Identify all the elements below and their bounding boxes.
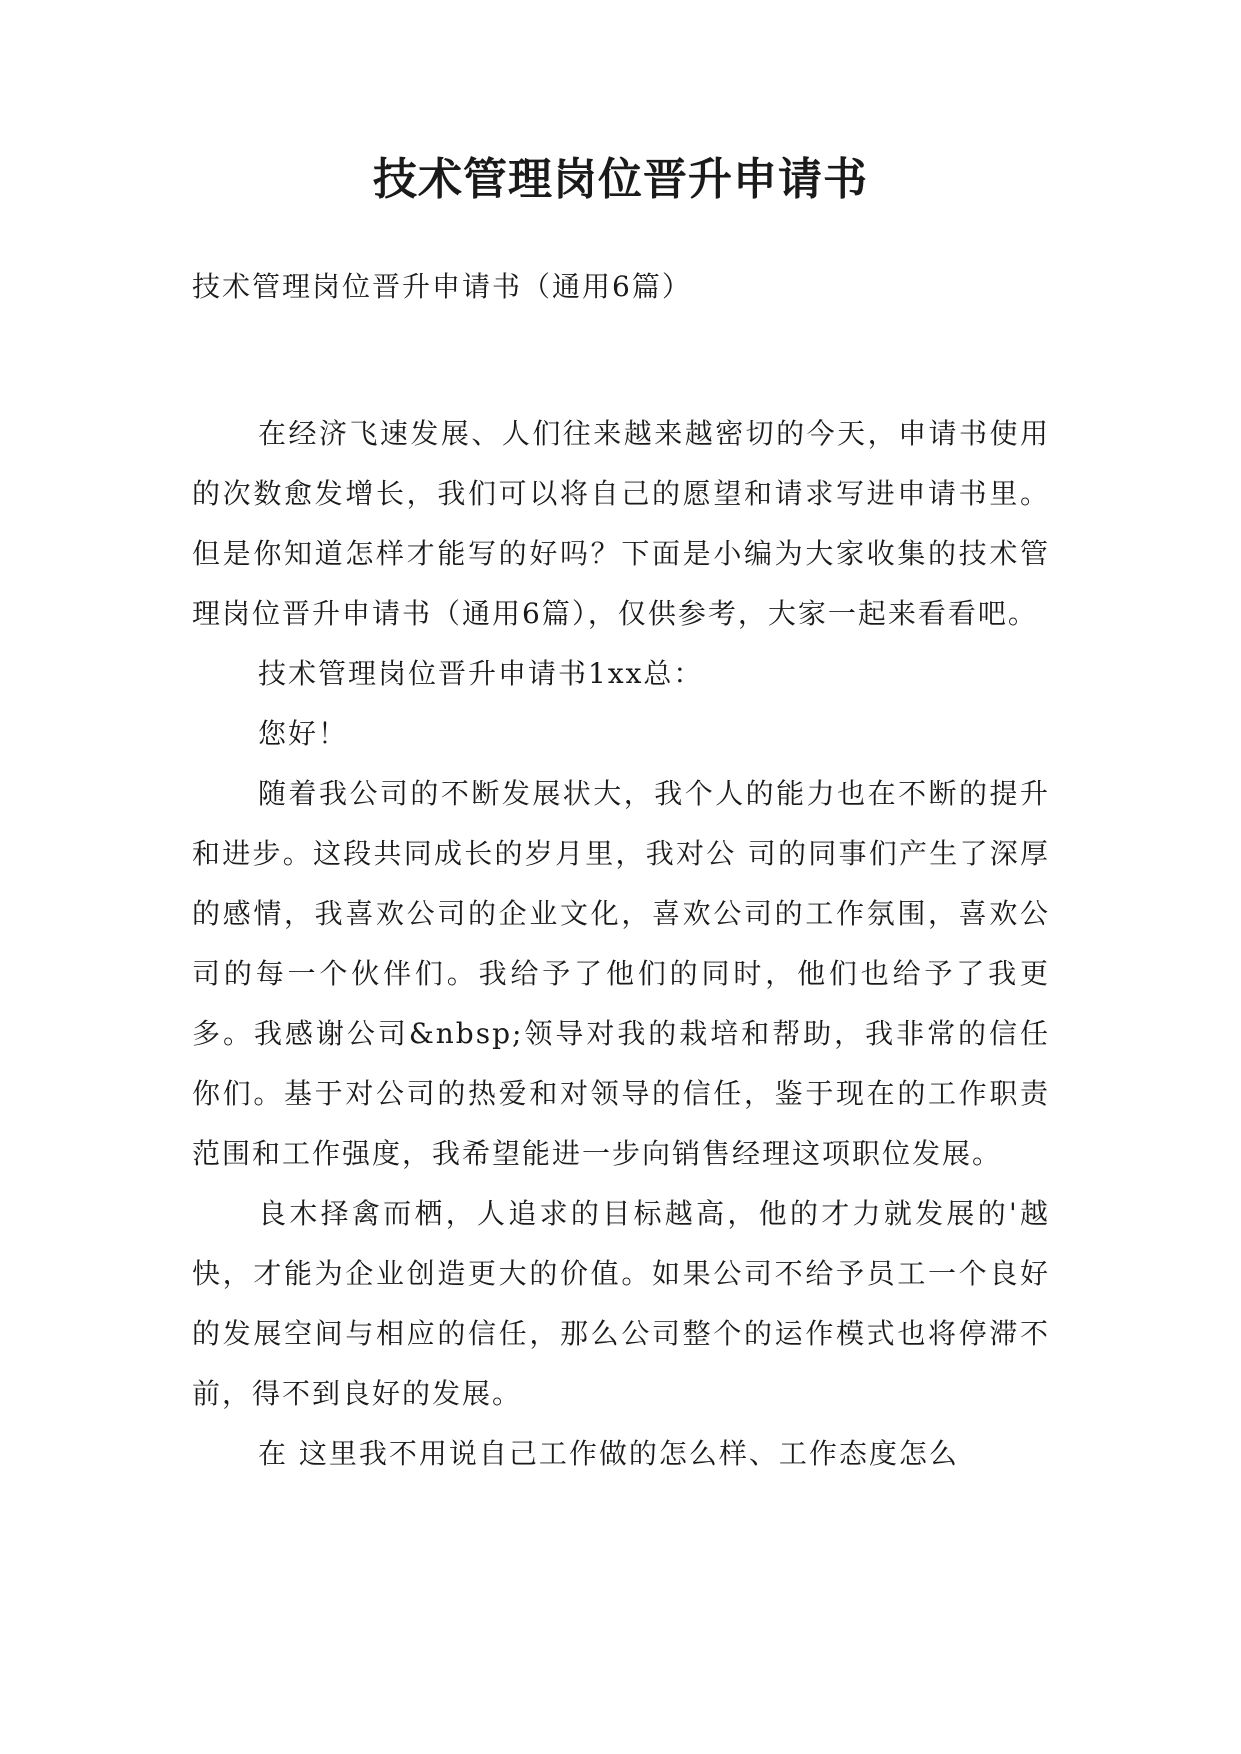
paragraph-intro: 在经济飞速发展、人们往来越来越密切的今天，申请书使用的次数愈发增长，我们可以将自己的愿望和请求写进申请书里。但是你知道怎样才能写的好吗？下面是小编为大家收集的技术管理岗位晋升申请书（通用6篇），仅供参考，大家一起来看看吧。 — [192, 417, 1050, 630]
paragraph-body-3: 在 这里我不用说自己工作做的怎么样、工作态度怎么 — [258, 1437, 959, 1470]
paragraph-greeting: 您好！ — [258, 717, 349, 750]
paragraph-body-1: 随着我公司的不断发展状大，我个人的能力也在不断的提升和进步。这段共同成长的岁月里，我对公 司的同事们产生了深厚的感情，我喜欢公司的企业文化，喜欢公司的工作氛围，喜欢公司的每一个伙伴们。我给予了他们的同时，他们也给予了我更多。我感谢公司&nbsp;领导对我的栽培和帮助，我非常的信任你们。基于对公司的热爱和对领导的信任，鉴于现在的工作职责范围和工作强度，我希望能进一步向销售经理这项职位发展。 — [192, 777, 1050, 1170]
paragraph-body-2: 良木择禽而栖，人追求的目标越高，他的才力就发展的'越快，才能为企业创造更大的价值。如果公司不给予员工一个良好的发展空间与相应的信任，那么公司整个的运作模式也将停滞不前，得不到良好的发展。 — [192, 1197, 1050, 1410]
paragraph-salutation-heading: 技术管理岗位晋升申请书1xx总： — [258, 657, 704, 690]
document-body — [192, 404, 1050, 1484]
document-subtitle: 技术管理岗位晋升申请书（通用6篇） — [192, 270, 692, 303]
document-title: 技术管理岗位晋升申请书 — [373, 154, 868, 205]
